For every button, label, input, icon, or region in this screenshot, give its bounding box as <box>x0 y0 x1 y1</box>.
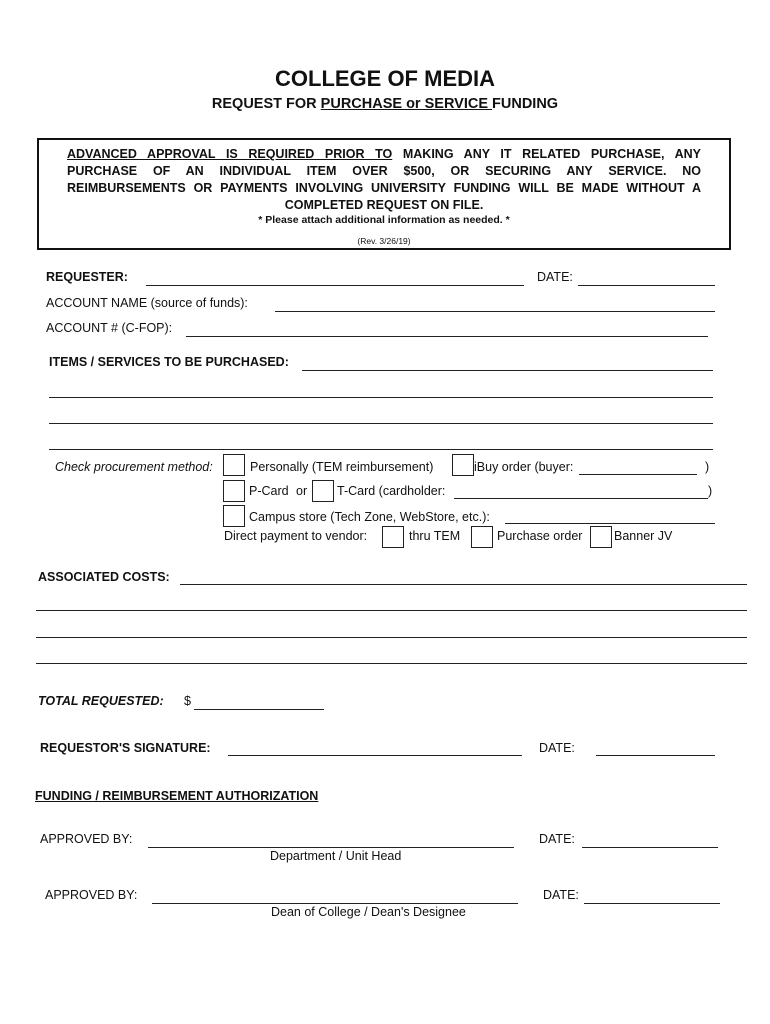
notice-line1: MAKING ANY IT RELATED PURCHASE, ANY <box>392 147 701 161</box>
date-label: DATE: <box>537 270 573 284</box>
items-label: ITEMS / SERVICES TO BE PURCHASED: <box>49 355 289 369</box>
ibuy-buyer-field[interactable] <box>579 474 697 475</box>
direct-payment-label: Direct payment to vendor: <box>224 529 368 543</box>
pcard-or-label: or <box>296 484 308 498</box>
account-number-field[interactable] <box>186 336 708 337</box>
campus-store-label: Campus store (Tech Zone, WebStore, etc.): <box>249 510 490 524</box>
total-requested-label: TOTAL REQUESTED: <box>38 694 164 708</box>
account-name-field[interactable] <box>275 311 715 312</box>
subtitle-suffix: FUNDING <box>492 96 559 112</box>
items-line-4[interactable] <box>49 449 713 450</box>
total-requested-field[interactable] <box>194 709 324 710</box>
associated-costs-line-2[interactable] <box>36 610 747 611</box>
dollar-sign: $ <box>184 694 191 708</box>
personally-label: Personally (TEM reimbursement) <box>250 460 434 474</box>
banner-jv-checkbox[interactable] <box>590 526 612 548</box>
approval-date-label-2: DATE: <box>543 888 579 902</box>
ibuy-label: iBuy order (buyer: <box>474 460 574 474</box>
associated-costs-line-3[interactable] <box>36 637 747 638</box>
notice-underlined: ADVANCED APPROVAL IS REQUIRED PRIOR TO <box>67 147 393 161</box>
approval-date-label-1: DATE: <box>539 832 575 846</box>
notice-text <box>67 146 701 214</box>
page-subtitle <box>0 96 770 112</box>
notice-line3: REIMBURSEMENTS OR PAYMENTS INVOLVING UNIVERSITY FUNDING WILL BE MADE WITHOUT A <box>67 181 701 195</box>
pcard-checkbox[interactable] <box>223 480 245 502</box>
associated-costs-line-4[interactable] <box>36 663 747 664</box>
requestor-signature-field[interactable] <box>228 755 522 756</box>
subtitle-prefix: REQUEST FOR <box>211 96 321 112</box>
signature-date-field[interactable] <box>596 755 715 756</box>
tcard-checkbox[interactable] <box>312 480 334 502</box>
authorization-heading: FUNDING / REIMBURSEMENT AUTHORIZATION <box>35 789 319 803</box>
signature-date-label: DATE: <box>539 741 575 755</box>
banner-jv-label: Banner JV <box>614 529 673 543</box>
date-field[interactable] <box>578 285 715 286</box>
approved-by-label-1: APPROVED BY: <box>40 832 133 846</box>
items-line-2[interactable] <box>49 397 713 398</box>
requester-field[interactable] <box>146 285 524 286</box>
items-field[interactable] <box>302 370 713 371</box>
requestor-signature-label: REQUESTOR'S SIGNATURE: <box>40 741 211 755</box>
tcard-close-paren: ) <box>708 484 713 498</box>
campus-store-field[interactable] <box>505 523 715 524</box>
procurement-label: Check procurement method: <box>55 460 213 474</box>
associated-costs-field[interactable] <box>180 584 747 585</box>
pcard-label: P-Card <box>249 484 289 498</box>
approval-date-field-1[interactable] <box>582 847 718 848</box>
approved-by-field-2[interactable] <box>152 903 518 904</box>
tcard-label: T-Card (cardholder: <box>337 484 446 498</box>
associated-costs-label: ASSOCIATED COSTS: <box>38 570 170 584</box>
thru-tem-label: thru TEM <box>409 529 461 543</box>
ibuy-close-paren: ) <box>705 460 710 474</box>
revision-date: (Rev. 3/26/19) <box>357 236 411 246</box>
personally-checkbox[interactable] <box>223 454 245 476</box>
thru-tem-checkbox[interactable] <box>382 526 404 548</box>
ibuy-checkbox[interactable] <box>452 454 474 476</box>
cardholder-field[interactable] <box>454 498 708 499</box>
account-number-label: ACCOUNT # (C-FOP): <box>46 321 173 335</box>
attach-note: * Please attach additional information as needed. * <box>258 214 510 226</box>
campus-store-checkbox[interactable] <box>223 505 245 527</box>
approved-by-label-2: APPROVED BY: <box>45 888 138 902</box>
subtitle-underlined: PURCHASE or SERVICE <box>320 96 493 112</box>
purchase-order-label: Purchase order <box>497 529 583 543</box>
account-name-label: ACCOUNT NAME (source of funds): <box>46 296 248 310</box>
requester-label: REQUESTER: <box>46 270 128 284</box>
approval-date-field-2[interactable] <box>584 903 720 904</box>
dean-caption: Dean of College / Dean's Designee <box>271 905 466 919</box>
page-title: COLLEGE OF MEDIA <box>275 66 495 91</box>
items-line-3[interactable] <box>49 423 713 424</box>
department-caption: Department / Unit Head <box>270 849 402 863</box>
notice-line2: PURCHASE OF AN INDIVIDUAL ITEM OVER $500, OR SECURING ANY SERVICE. NO <box>67 164 701 178</box>
purchase-order-checkbox[interactable] <box>471 526 493 548</box>
notice-box <box>37 138 731 250</box>
approved-by-field-1[interactable] <box>148 847 514 848</box>
notice-line4: COMPLETED REQUEST ON FILE. <box>284 198 484 212</box>
